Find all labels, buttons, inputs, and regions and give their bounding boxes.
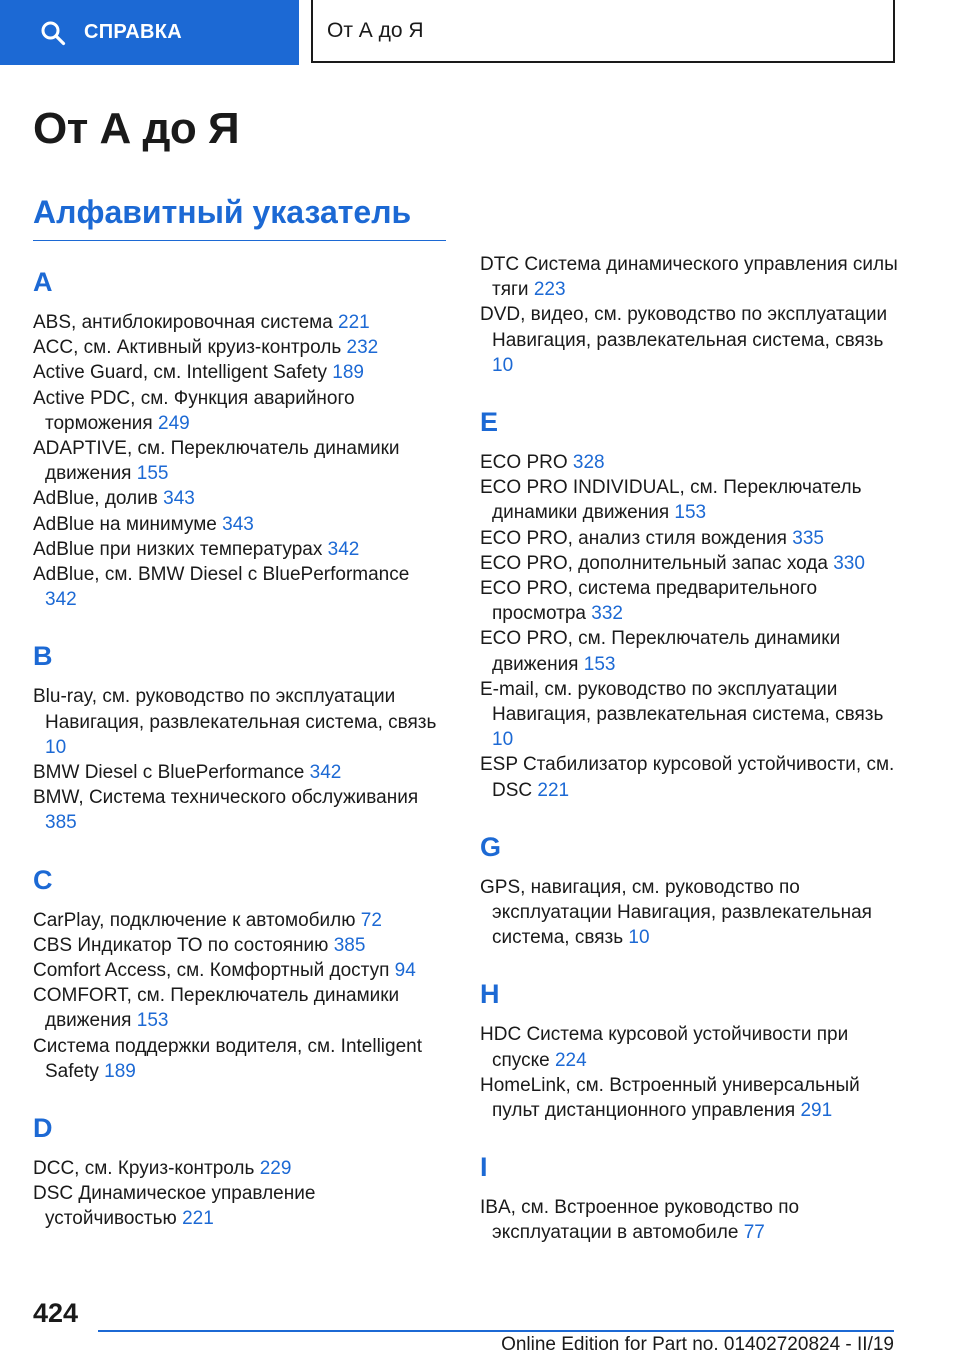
index-column-right [480, 252, 900, 1260]
page-reference-link[interactable]: 385 [45, 812, 77, 834]
index-group [480, 252, 900, 378]
page-reference-link[interactable]: 223 [533, 279, 566, 301]
section-title: Алфавитный указатель [33, 194, 412, 230]
index-entry [480, 576, 900, 626]
index-entry [33, 760, 446, 785]
index-entry [33, 908, 446, 933]
page-reference-link[interactable]: 224 [554, 1049, 587, 1071]
index-entry [480, 1195, 900, 1245]
page-reference-link[interactable]: 328 [572, 452, 605, 474]
index-entry [480, 875, 900, 951]
page-reference-link[interactable]: 342 [327, 538, 360, 560]
page-reference-link[interactable]: 221 [182, 1208, 214, 1230]
index-letter-heading: E [480, 407, 499, 438]
index-group [480, 817, 900, 951]
index-group [33, 850, 446, 1084]
index-entry [33, 1034, 446, 1084]
index-entry-text: ACC, см. Активный круиз-контроль [33, 337, 342, 359]
index-entry-text: Blu-ray, см. руководство по эксплуатации Навигация, развлекательная система, связь [33, 686, 437, 733]
index-entry [33, 958, 446, 983]
page-reference-link[interactable]: 221 [338, 312, 370, 333]
index-entry-text: DTC Система динамического управления силы тяги [480, 254, 898, 301]
index-entry [480, 677, 900, 753]
index-entry [480, 302, 900, 378]
index-entry-text: AdBlue, долив [33, 488, 158, 510]
index-entry [33, 512, 446, 537]
page-reference-link[interactable]: 330 [833, 552, 865, 574]
index-entry-text: ECO PRO, анализ стиля вождения [480, 527, 787, 549]
index-entry-text: ECO PRO [480, 452, 568, 474]
index-entry-text: GPS, навигация, см. руководство по эксплуатации Навигация, развлекательная система, связь [480, 876, 872, 949]
index-letter-heading: B [33, 641, 53, 672]
index-entry-text: DSC Динамическое управление устойчивостью [33, 1183, 316, 1230]
index-entry [33, 436, 446, 486]
index-entry [480, 1022, 900, 1072]
index-group [33, 1098, 446, 1232]
page-reference-link[interactable]: 385 [333, 934, 366, 956]
index-entry-text: E-mail, см. руководство по эксплуатации Навигация, развлекательная система, связь [480, 678, 884, 726]
page-reference-link[interactable]: 10 [45, 736, 67, 758]
index-entry-text: BMW, Система технического обслуживания [33, 787, 419, 809]
index-entry-text: AdBlue, см. BMW Diesel с BluePerformance [33, 564, 410, 586]
index-entry-text: HomeLink, см. Встроенный универсальный пульт дистанционного управления [480, 1074, 860, 1122]
page-reference-link[interactable]: 332 [591, 603, 623, 625]
page-title: От А до Я [33, 104, 240, 153]
index-entry-text: ABS, антиблокировочная система [33, 312, 333, 333]
index-entry [33, 335, 446, 360]
index-entry-text: DCC, см. Круиз-контроль [33, 1158, 255, 1180]
page-reference-link[interactable]: 189 [104, 1060, 136, 1082]
index-entry [480, 1073, 900, 1123]
index-entry [480, 252, 900, 302]
index-entry [480, 626, 900, 676]
page-reference-link[interactable]: 153 [136, 1010, 169, 1032]
index-entry [480, 526, 900, 551]
page-number: 424 [33, 1298, 79, 1328]
help-button[interactable] [0, 0, 299, 65]
index-entry [480, 450, 900, 475]
footer-rule [98, 1330, 894, 1332]
index-entry-text: ECO PRO, дополнительный запас хода [480, 552, 828, 574]
index-entry [33, 486, 446, 511]
page-reference-link[interactable]: 155 [136, 463, 169, 485]
index-entry-text: Система поддержки водителя, см. Intelligent Safety [33, 1035, 422, 1082]
top-bar [0, 0, 960, 66]
index-entry-text: AdBlue на минимуме [33, 513, 217, 535]
index-group [480, 392, 900, 803]
index-entry [33, 386, 446, 436]
page-reference-link[interactable]: 229 [259, 1158, 292, 1180]
index-group [33, 252, 446, 612]
help-button-label: СПРАВКА [84, 21, 183, 43]
index-letter-heading: A [33, 267, 53, 297]
index-entry [33, 983, 446, 1033]
page-reference-link[interactable]: 10 [492, 354, 514, 376]
index-entry-text: HDC Система курсовой устойчивости при спуске [480, 1024, 849, 1071]
index-group [480, 964, 900, 1123]
index-entry [33, 785, 446, 835]
page-reference-link[interactable]: 342 [309, 762, 342, 784]
search-icon [40, 20, 66, 46]
index-entry-text: COMFORT, см. Переключатель динамики движения [33, 985, 400, 1032]
index-group [33, 626, 446, 835]
page-reference-link[interactable]: 343 [163, 488, 195, 510]
page-reference-link[interactable]: 153 [583, 653, 616, 675]
page-reference-link[interactable]: 189 [332, 362, 364, 384]
index-entry-text: ECO PRO, система предварительного просмотра [480, 578, 818, 625]
page-reference-link[interactable]: 232 [346, 337, 379, 359]
page-reference-link[interactable]: 94 [394, 960, 416, 982]
index-group [480, 1137, 900, 1245]
footer-edition: Online Edition for Part no. 01402720824 - II/19 [501, 1334, 894, 1355]
page-reference-link[interactable]: 343 [222, 513, 254, 535]
index-entry [33, 1156, 446, 1181]
page-reference-link[interactable]: 249 [158, 412, 190, 434]
index-entry [33, 933, 446, 958]
index-entry-text: Active PDC, см. Функция аварийного торможения [33, 387, 355, 434]
index-entry [480, 551, 900, 576]
index-entry-text: ADAPTIVE, см. Переключатель динамики движения [33, 438, 400, 485]
page-reference-link[interactable]: 153 [674, 502, 707, 524]
index-entry-text: Active Guard, см. Intelligent Safety [33, 362, 327, 384]
index-entry [33, 1181, 446, 1231]
index-entry [33, 562, 446, 612]
index-entry-text: ESP Стабилизатор курсовой устойчивости, см. DSC [480, 754, 895, 801]
breadcrumb-text: От А до Я [327, 18, 424, 42]
page-reference-link[interactable]: 221 [537, 779, 570, 801]
section-title-rule [33, 240, 446, 241]
index-entry-text: ECO PRO, см. Переключатель динамики движения [480, 628, 841, 675]
index-letter-heading: I [480, 1152, 488, 1183]
index-entry-text: Comfort Access, см. Комфортный доступ [33, 960, 390, 982]
index-letter-heading: H [480, 979, 500, 1010]
index-column-left [33, 252, 446, 1246]
index-entry-text: ECO PRO INDIVIDUAL, см. Переключатель динамики движения [480, 477, 862, 524]
page-reference-link[interactable]: 342 [45, 589, 77, 611]
index-entry [33, 360, 446, 385]
index-entry-text: DVD, видео, см. руководство по эксплуатации Навигация, развлекательная система, связь [480, 304, 888, 351]
index-entry-text: IBA, см. Встроенное руководство по эксплуатации в автомобиле [480, 1197, 800, 1244]
index-entry-text: CarPlay, подключение к автомобилю [33, 909, 356, 931]
index-entry [480, 475, 900, 525]
index-entry-text: CBS Индикатор ТО по состоянию [33, 934, 329, 956]
page-reference-link[interactable]: 72 [360, 909, 382, 931]
page-reference-link[interactable]: 291 [800, 1100, 833, 1122]
index-letter-heading: C [33, 864, 53, 895]
index-entry [33, 310, 446, 335]
index-letter-heading: D [33, 1113, 53, 1144]
index-entry-text: BMW Diesel с BluePerformance [33, 762, 305, 784]
index-entry-text: AdBlue при низких температурах [33, 538, 323, 560]
index-letter-heading: G [480, 831, 502, 862]
page-reference-link[interactable]: 77 [743, 1222, 765, 1244]
breadcrumb[interactable] [311, 0, 895, 63]
index-entry [33, 684, 446, 760]
index-entry [33, 537, 446, 562]
page-reference-link[interactable]: 335 [792, 527, 824, 549]
index-entry [480, 752, 900, 802]
page-reference-link[interactable]: 10 [492, 729, 514, 751]
page-reference-link[interactable]: 10 [628, 927, 650, 949]
